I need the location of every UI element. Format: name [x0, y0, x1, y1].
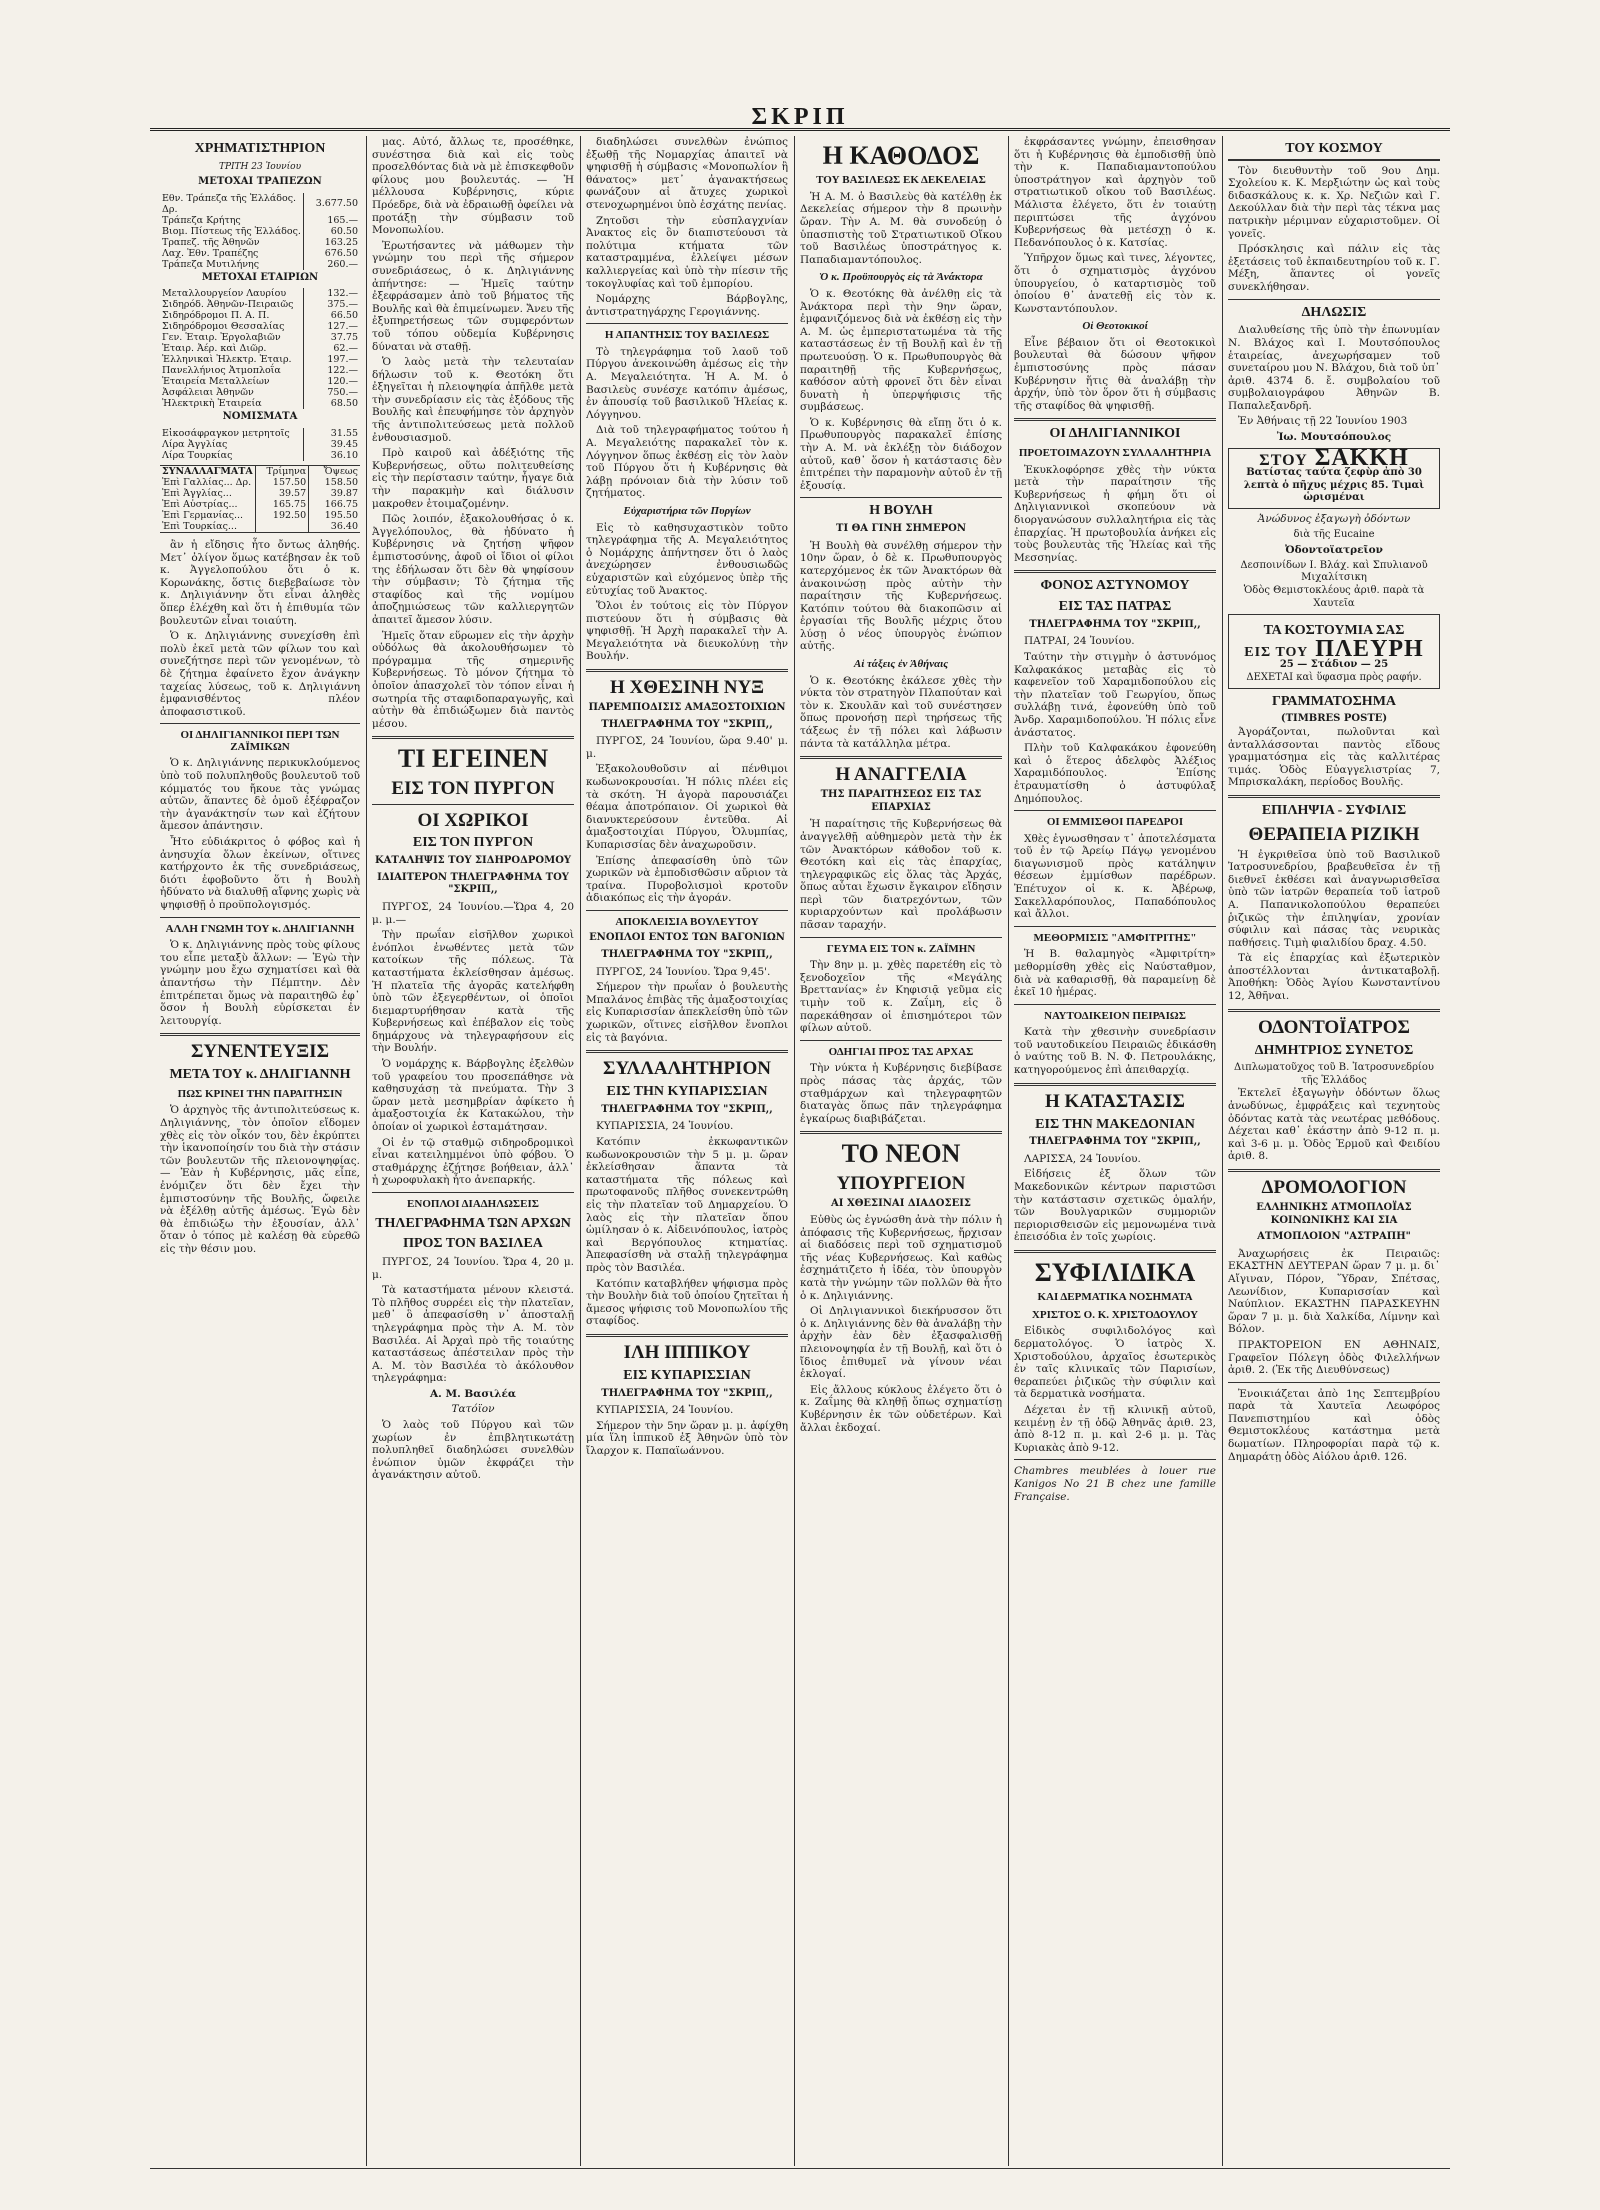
rate-value: 60.50 [304, 226, 361, 237]
rate-value: 122.— [304, 365, 361, 376]
rate-value: 197.— [304, 354, 361, 365]
article-paragraph: Ἡ Βουλὴ θὰ συνέλθῃ σήμερον τὴν 10ην ὥραν, ὁ δὲ κ. Πρωθυπουργὸς κατερχόμενος ἐκ τῶν Ἀνακτόρων θὰ ἀνακοινώσῃ πρὸς αὐτὴν τὴν παραίτησιν τῆς Κυβερνήσεως. Κατόπιν τούτου θὰ διακοπῶσιν αἱ ἐργασίαι τῆς Βουλῆς μέχρις ὅτου λύσῃ ὁ νέος ὑπουργὸς ἐνώπιον αὐτῆς. [800, 539, 1002, 653]
divider [586, 323, 788, 324]
table-row [160, 215, 360, 226]
article-paragraph: Ἐξακολουθοῦσιν αἱ πένθιμοι κωδωνοκρουσίαι. Ἡ πόλις πλέει εἰς τὰ σκότη. Ἡ ἀγορὰ παρουσιάζει θέαμα ἀποτρόπαιον. Οἱ χωρικοὶ θὰ διανυκτερεύσουν ἐντεῦθα. Αἱ ἀμαξοστοιχίαι Πύργου, Ὀλυμπίας, Κυπαρισσίας δὲν ἀναχωροῦσιν. [586, 763, 788, 851]
divider [1014, 1250, 1216, 1253]
article-paragraph: Ὅλοι ἐν τούτοις εἰς τὸν Πύργον πιστεύουν ὅτι ἡ σύμβασις θὰ ψηφισθῇ. Ἡ Ἀρχὴ παρακαλεῖ τὴν Α. Μεγαλειότητα νὰ διευκολύνῃ τὴν Βουλήν. [586, 600, 788, 663]
column-separator [1222, 136, 1223, 2166]
rate-value: 37.75 [304, 332, 361, 343]
rate-label: Μεταλλουργείον Λαυρίου [162, 288, 287, 300]
ad-headline: ΘΕΡΑΠΕΙΑ ΡΙΖΙΚΗ [1248, 823, 1420, 845]
rate-value: 750.— [304, 387, 361, 398]
article-paragraph: Εἰς τὸ καθησυχαστικὸν τοῦτο τηλεγράφημα τῆς Α. Μεγαλειότητος ὁ Νομάρχης ἀπήντησεν ὅτι ὁ λαὸς ἀνεχώρησεν ἐνθουσιωδῶς εὐχαριστῶν καὶ εὐχόμενος ὑπὲρ τῆς εὐτυχίας τοῦ Ἀνακτος. [586, 521, 788, 597]
article-paragraph: Ὁ ἀρχηγὸς τῆς ἀντιπολιτεύσεως κ. Δηλιγιάννης, τὸν ὁποῖον εἴδομεν χθὲς εἰς τὸν οἶκόν του, δὲν ἐκρύπτει τὴν ἱκανοποίησίν του διὰ τὴν στάσιν τῶν βουλευτῶν τῆς πλειονοψηφίας. — Ἐὰν ἡ Κυβέρνησις, μᾶς εἶπε, ἐνόμιζεν ὅτι δὲν ἔχει τὴν ἐμπιστοσύνην τῆς Βουλῆς, ὤφειλε νὰ ἐξέλθῃ αὐτῆς ἀμέσως. Ἐγὼ δὲν θὰ ἐπιδιώξω τὴν ἐξουσίαν, ἀλλ᾽ ὅταν ὁ τόπος μὲ καλέσῃ θὰ εὑρεθῶ εἰς τὴν θέσιν μου. [160, 1104, 360, 1255]
article-paragraph: Ταύτην τὴν στιγμὴν ὁ ἀστυνόμος Καλφακάκος μεταβὰς εἰς τὸ καφενεῖον τοῦ Χαραμιδοπούλου εἰς τὴν πλατεῖαν τοῦ Γεωργίου, ὅπως συλλάβῃ τινά, ἐφονεύθη ὑπὸ τοῦ Ἀνδρ. Χαραμιδοπούλου. Ἡ πόλις εἶνε ἀνάστατος. [1014, 650, 1216, 739]
rate-value: 3.677.50 [304, 193, 361, 215]
ad-sakki [1228, 444, 1440, 509]
subheading: ΤΗΛΕΓΡΑΦΗΜΑ ΤΟΥ "ΣΚΡΙΠ,, [601, 949, 773, 961]
divider [372, 804, 574, 805]
divider [160, 917, 360, 918]
divider [1014, 1459, 1216, 1460]
notice-paragraph: Ἐν Ἀθήναις τῇ 22 Ἰουνίου 1903 [1238, 415, 1408, 428]
rate-value: 39.57 [255, 488, 308, 499]
rate-label: Σιδηρόδρομοι Θεσσαλίας [162, 321, 285, 333]
divider [1228, 795, 1440, 798]
rate-value: 165.— [304, 215, 361, 226]
rate-label: Εθν. Τράπεζα τῆς Ἑλλάδος. Δρ. [162, 192, 297, 215]
headline: ΕΙΣ ΤΑΣ ΠΑΤΡΑΣ [1058, 599, 1172, 615]
rate-label: Ἑταιρ. Ἀέρ. καὶ Διῶρ. [162, 343, 267, 355]
section-heading: ΔΗΛΩΣΙΣ [1301, 304, 1367, 320]
ad-text: ΕΛΛΗΝΙΚΗΣ ΑΤΜΟΠΛΟΪΑΣ ΚΟΙΝΩΝΙΚΗΣ ΚΑΙ ΣΙΑ [1256, 1201, 1412, 1226]
article-paragraph: Ὁ λαὸς τοῦ Πύργου καὶ τῶν χωρίων ἐν ἐπιβλητικωτάτῃ πολυπληθεῖ διαδηλώσει συνελθὼν ἐνώπιον ὑμῶν ἐκφράζει τὴν ἀγανάκτησιν αὐτοῦ. [372, 1419, 574, 1482]
table-row [160, 310, 360, 321]
subheading: ΤΗΛΕΓΡΑΦΗΜΑ ΤΟΥ "ΣΚΡΙΠ,, [1029, 618, 1201, 630]
article-paragraph: Εὐθὺς ὡς ἐγνώσθη ἀνὰ τὴν πόλιν ἡ ἀπόφασις τῆς Κυβερνήσεως, ἤρχισαν αἱ διαδόσεις περὶ τοῦ σχηματισμοῦ τῆς νέας Κυβερνήσεως. Καὶ καθὼς ἐσχημάτιζετο ἡ ἰδέα, τὸν ὑπουργὸν κατὰ τὴν γνώμην τῶν πολλῶν θὰ ἦτο ὁ κ. Δηλιγιάννης. [800, 1214, 1002, 1302]
ad-paragraph: Ἐκτελεῖ ἐξαγωγὴν ὀδόντων ὅλως ἀνωδύνως, ἐμφράξεις καὶ τεχνητοὺς ὀδόντας κατὰ τὰς νεωτέρας μεθόδους. Δέχεται καθ᾽ ἑκάστην ἀπὸ 9-12 π. μ. καὶ 3-6 μ. μ. Ὁδὸς Ἑρμοῦ καὶ Φειδίου ἀριθ. 8. [1228, 1087, 1440, 1163]
table-row [160, 365, 360, 376]
dateline: ΠΥΡΓΟΣ, 24 Ἰουνίου. Ὥρα 4, 20 μ. μ. [372, 1255, 574, 1281]
ad-paragraph: ΠΡΑΚΤΟΡΕΙΟΝ ΕΝ ΑΘΗΝΑΙΣ, Γραφεῖον Πόλεγη ὁδὸς Φιλελλήνων ἀριθ. 2. (Ἐκ τῆς Διευθύνσεως) [1228, 1338, 1440, 1377]
article-paragraph: Ἡ Α. Μ. ὁ Βασιλεὺς θὰ κατέλθῃ ἐκ Δεκελείας σήμερον τὴν 8 πρωινὴν ὥραν. Τὴν Α. Μ. θὰ συνοδεύῃ ὁ ὑπασπιστὴς τοῦ Στρατιωτικοῦ Οἴκου τοῦ Βασιλέως ὑποστράτηγος κ. Παπαδιαμαντόπουλος. [800, 190, 1002, 266]
column-2 [372, 136, 574, 2166]
rate-value: 132.— [304, 288, 361, 299]
headline: ΥΠΟΥΡΓΕΙΟΝ [836, 1172, 966, 1194]
article-paragraph: Πρὸ καιροῦ καὶ ἀδέξιότης τῆς Κυβερνήσεως, οὕτω πολιτευθείσης εἰς τὴν περίστασιν ταύτην, ἦγαγε διὰ τὴν παρακμὴν καὶ διάλυσιν μακροθεν ἑτοιμαζομένην. [372, 447, 574, 510]
rate-value: 36.40 [309, 521, 360, 533]
dateline: ΠΥΡΓΟΣ, 24 Ἰουνίου.—Ὥρα 4, 20 μ. μ.— [372, 900, 574, 926]
rate-label: Ἀσφάλειαι Ἀθηνῶν [162, 387, 254, 399]
exchange-col-b: Ὄψεως [309, 466, 360, 478]
article-paragraph: Ἦτο εὐδιάκριτος ὁ φόβος καὶ ἡ ἀνησυχία ὅλων ἐκείνων, οἵτινες κατήρχοντο ἐκ τῆς συνεδριάσεως, διότι ἐφοβοῦντο ὅτι ἡ Βουλὴ ἠδύνατο νὰ διαλυθῇ αἴφνης χωρὶς νὰ ψηφισθῇ ὁ προϋπολογισμός. [160, 836, 360, 911]
rate-label: Ἐπὶ Γαλλίας... Δρ. [162, 477, 252, 489]
rate-label: Ἐπὶ Αὐστρίας... [162, 499, 238, 511]
rate-value: 195.50 [309, 510, 360, 521]
ad-text: Ὁδὸς Θεμιστοκλέους ἀριθ. παρὰ τὰ Χαυτεῖα [1243, 585, 1425, 609]
ad-text: ΔΕΧΕΤΑΙ καὶ ὕφασμα πρὸς ραφήν. [1246, 672, 1422, 684]
article-paragraph: Ἐρωτήσαντες νὰ μάθωμεν τὴν γνώμην του περὶ τῆς σήμερον συνεδριάσεως, ὁ κ. Δηλιγιάννης ἀπήντησε: — Ἡμεῖς ταύτην ἐξεφράσαμεν ἀπὸ τοῦ βήματος τῆς Βουλῆς καὶ θὰ ἐπιμείνωμεν. Ἄνευ τῆς ἐξυπηρετήσεως τῶν συμφερόντων τοῦ τόπου οὐδεμία Κυβέρνησις δύναται νὰ σταθῇ. [372, 239, 574, 353]
column-3 [586, 136, 788, 2166]
column-separator [794, 136, 795, 2166]
bottom-rule [150, 2168, 1450, 2169]
rate-value: 31.55 [304, 428, 361, 439]
article-paragraph: Χθὲς ἐγνωσθησαν τ᾽ ἀποτελέσματα τοῦ ἐν τῷ Ἀρείῳ Πάγῳ γενομένου διαγωνισμοῦ πρὸς κατάληψιν θέσεων ἐμμίσθων παρέδρων. Ἐπέτυχον οἱ κ. κ. Ἀβέρωφ, Σακελλαρόπουλος, Παπαδόπουλος καὶ ἄλλοι. [1014, 832, 1216, 921]
ad-headline: ΔΡΟΜΟΛΟΓΙΟΝ [1261, 1177, 1407, 1199]
divider [800, 756, 1002, 759]
article-paragraph: Ὁ κ. Δηλιγιάννης συνεχίσθη ἐπὶ πολὺ ἐκεῖ μετὰ τῶν φίλων του καὶ συνεζήτησε περὶ τῶν γενομένων, τὸ δὲ ζήτημα ἐφαίνετο ἔχον ἀνάγκην ταχείας λύσεως, τοῦ κ. Δηλιγιάννη ἐμφανισθέντος πλέον ἀποφασιστικοῦ. [160, 630, 360, 718]
subheading: ΑΙ ΧΘΕΣΙΝΑΙ ΔΙΑΔΟΣΕΙΣ [831, 1197, 971, 1209]
subheading: ΤΗΛΕΓΡΑΦΗΜΑ ΤΟΥ "ΣΚΡΙΠ,, [601, 1387, 773, 1399]
divider [1228, 1382, 1440, 1383]
column-separator [1008, 136, 1009, 2166]
table-row [160, 226, 360, 237]
article-paragraph: Σήμερον τὴν πρωΐαν ὁ βουλευτὴς Μπαλάνος ἐπιβὰς τῆς ἀμαξοστοιχίας εἰς Κυπαρισσίαν ἀπεκλείσθη ὑπὸ τῶν χωρικῶν, οἵτινες εἰσῆλθον ἔνοπλοι εἰς τὰ βαγόνια. [586, 981, 788, 1044]
article-paragraph: ἂν ἡ εἴδησις ἦτο ὄντως ἀληθής. Μετ᾽ ὀλίγον ὅμως κατέβησαν ἐκ τοῦ κ. Ἀγγελοπούλου ὅτι ὁ κ. Κορωνάκης, ὅστις διεβεβαίωσε τὸν κ. Δηλιγιάννην ὅτι εἶναι ἀληθὲς ὅπερ ἐλέχθη καὶ ὅτι ἡ ἐπιθυμία τῶν βουλευτῶν εἶναι τοιαύτη. [160, 539, 360, 627]
article-paragraph: Τὴν νύκτα ἡ Κυβέρνησις διεβίβασε πρὸς πάσας τὰς ἀρχάς, τῶν σταθμάρχων καὶ τηλεγραφητῶν διαταγὰς ὅπως πᾶν τηλεγράφημα ἐγκαίρως διαβιβάζεται. [800, 1062, 1002, 1125]
divider [1228, 1009, 1440, 1012]
divider [800, 1131, 1002, 1134]
markets-title: ΧΡΗΜΑΤΙΣΤΗΡΙΟΝ [194, 141, 326, 156]
ad-headline: ΔΗΜΗΤΡΙΟΣ ΣΥΝΕΤΟΣ [1254, 1042, 1414, 1058]
headline: ΟΙ ΧΩΡΙΚΟΙ [417, 809, 529, 831]
section-subheading: ΜΕΤΑ ΤΟΥ κ. ΔΗΛΙΓΙΑΝΝΗ [169, 1067, 351, 1083]
divider [586, 1050, 788, 1053]
ad-text: Ὀδοντοϊατρεῖον [1285, 544, 1383, 557]
ad-text: ΣΤΟΥ [1259, 451, 1308, 469]
table-row [160, 299, 360, 310]
section-subheading: Οἱ Θεοτοκικοί [1082, 320, 1148, 333]
ad-text: ΤΑ ΚΟΣΤΟΥΜΙΑ ΣΑΣ [1263, 623, 1405, 639]
section-subheading: Εὐχαριστήρια τῶν Πυργίων [623, 504, 751, 517]
article-paragraph: Ὁ κ. Θεοτόκης ἐκάλεσε χθὲς τὴν νύκτα τὸν στρατηγὸν Πλαπούταν καὶ τὸν κ. Σκουλᾶν καὶ τοῦ συνέστησεν ὅπως προνοήσῃ περὶ τηρήσεως τῆς τάξεως ἐν τῇ πόλει καὶ λάβωσιν πάντα τὰ κατάλληλα μέτρα. [800, 674, 1002, 750]
section-heading: ΤΟΥ ΚΟΣΜΟΥ [1228, 142, 1440, 161]
rate-value: 166.75 [309, 499, 360, 510]
rate-label: Λίρα Τουρκίας [162, 450, 233, 462]
table-header [160, 466, 360, 478]
article-paragraph: Κατόπιν ἐκκωφαντικῶν κωδωνοκρουσιῶν τὴν 5 μ. μ. ὥραν ἐκλείσθησαν ἅπαντα τὰ καταστήματα τῆς πόλεως καὶ πρωτοφανοῦς πλῆθος συνεκεντρώθη εἰς τὴν πλατεῖαν τοῦ Δημαρχείου. Ὁ λαὸς εἰς τὴν πλατεῖαν ὅπου ὡμίλησαν ὁ κ. Αἰδεινόπουλος, ἰατρὸς καὶ Βεργόπουλος κτηματίας. Ἀπεφασίσθη νὰ σταλῇ τηλεγράφημα πρὸς τὸν Βασιλέα. [586, 1136, 788, 1274]
dateline: ΚΥΠΑΡΙΣΣΙΑ, 24 Ἰουνίου. [596, 1404, 734, 1417]
rate-value: 68.50 [304, 398, 361, 409]
ad-text: Ἀνώδυνος ἐξαγωγὴ ὀδόντων [1257, 513, 1411, 526]
table-row [160, 521, 360, 533]
divider [372, 1192, 574, 1193]
table-row [160, 450, 360, 461]
divider [1014, 570, 1216, 573]
ad-headline: ΧΡΙΣΤΟΣ Ο. Κ. ΧΡΙΣΤΟΔΟΥΛΟΥ [1031, 1308, 1199, 1321]
coins-table [160, 428, 360, 461]
section-heading: ΟΙ ΔΗΛΙΓΙΑΝΝΙΚΟΙ ΠΕΡΙ ΤΩΝ ΖΑΪΜΙΚΩΝ [180, 729, 340, 753]
section-heading: ΤΗΛΕΓΡΑΦΗΜΑ ΤΩΝ ΑΡΧΩΝ [375, 1215, 571, 1231]
article-paragraph: Ζητοῦσι τὴν εὐσπλαγχνίαν Ἀνακτος εἰς ὃν διαπιστεύουσι τὰ πολύτιμα κτήματα τῶν καταστραμμένα, ἐλλείψει μέσων καλλιεργείας καὶ ὑπὸ τὴν πίεσιν τῆς τοκογλυφίας καὶ τοῦ ἐμπορίου. [586, 214, 788, 290]
article-paragraph: Σήμερον τὴν 5ην ὥραν μ. μ. ἀφίχθη μία ἵλη ἱππικοῦ ἐξ Ἀθηνῶν ὑπὸ τὸν ἴλαρχον κ. Παπαϊωάννου. [586, 1419, 788, 1457]
subheading: ΤΗΛΕΓΡΑΦΗΜΑ ΤΟΥ "ΣΚΡΙΠ,, [601, 718, 773, 730]
article-paragraph: Ἐκυκλοφόρησε χθὲς τὴν νύκτα μετὰ τὴν παραίτησιν τῆς Κυβερνήσεως ἡ φήμη ὅτι οἱ Δηλιγιαννικοὶ σκοπεύουν νὰ διοργανώσουν συλλαλητήρια εἰς τὰς ἐπαρχίας. Ἡ πρωτοβουλία ἀνήκει εἰς τοὺς βουλευτὰς τῆς Ἠλείας καὶ τῆς Μεσσηνίας. [1014, 463, 1216, 564]
company-shares-table [160, 288, 360, 409]
ad-text: Βατίστας ταύτα ζεφὺρ ἀπὸ 30 λεπτὰ ὁ πῆχυς μέχρις 85. Τιμαὶ ὡρισμέναι [1243, 467, 1425, 504]
headline: ΕΙΣ ΚΥΠΑΡΙΣΣΙΑΝ [623, 1367, 751, 1383]
divider [1014, 1004, 1216, 1005]
ad-text: Διπλωματοῦχος τοῦ Β. Ἰατροσυνεδρίου τῆς Ἑλλάδος [1234, 1062, 1434, 1086]
article-paragraph: Εἰδήσεις ἐξ ὅλων τῶν Μακεδονικῶν κέντρων παριστῶσι τὴν κατάστασιν σχετικῶς ὁμαλήν, τῶν Βουλγαρικῶν συμμοριῶν περιορισθεισῶν εἰς μεμονωμένα τινὰ ἐπεισόδια ἐν τοῖς χωρίοις. [1014, 1168, 1216, 1244]
article-paragraph: διαδηλώσει συνελθὼν ἐνώπιος ἐξωθῇ τῆς Νομαρχίας ἀπαιτεῖ νὰ ψηφισθῇ ἡ σύμβασις «Μονοπωλίον ἢ θάνατος» μετ᾽ ἀγανακτήσεως φωνάζουν αἱ ἄτυχες χωρικοὶ στενοχωρημένοι ὑπὸ ἐσχάτης πενίας. [586, 136, 788, 211]
article-paragraph: Ὁ κ. Δηλιγιάννης πρὸς τοὺς φίλους του εἶπε μεταξὺ ἄλλων: — Ἐγὼ τὴν γνώμην μου ἔχω σχηματίσει καὶ θὰ ἀπαντήσω τὴν Πέμπτην. Δὲν ἐπιτρέπεται ὅμως νὰ παραιτηθῶ ἐφ᾽ ὅσον ἡ Βουλὴ εὑρίσκεται ἐν λειτουργίᾳ. [160, 939, 360, 1027]
table-row [160, 398, 360, 409]
section-heading: Η ΒΟΥΛΗ [869, 503, 933, 519]
ad-paragraph: Εἰδικὸς συφιλιδολόγος καὶ δερματολόγος. Ὁ ἰατρὸς Χ. Χριστοδούλου, ἀρχαῖος ἐσωτερικὸς ἐν ταῖς κλινικαῖς τῶν Παρισίων, θεραπεύει ῥιζικῶς τὴν σύφιλιν καὶ τὰ δερματικὰ νοσήματα. [1014, 1325, 1216, 1401]
headline: Η ΧΘΕΣΙΝΗ ΝΥΞ [609, 677, 765, 699]
table-row [160, 477, 360, 488]
headline: ΤΟ ΝΕΟΝ [841, 1139, 961, 1169]
article-paragraph: Ἡ παραίτησις τῆς Κυβερνήσεως θὰ ἀναγγελθῇ αὐθημερὸν μετὰ τὴν ἐκ τῶν Ἀνακτόρων κάθοδον τοῦ κ. Θεοτόκη καὶ εἰς τὰς ἐπαρχίας, τηλεγραφικῶς εἰς ὅλας τὰς Ἀρχάς, ὅπως αὗται ἔχωσιν ἔγκαιρον εἴδησιν περὶ τῶν διατρεχόντων, τῶν κυριαρχούντων καὶ προλάβωσιν πᾶσαν ταραχήν. [800, 818, 1002, 932]
column-1 [160, 136, 360, 2166]
section-heading: ΑΠΟΚΛΕΙΣΙΑ ΒΟΥΛΕΥΤΟΥ [615, 915, 759, 928]
article-paragraph: Ὁ κ. Κυβέρνησις θὰ εἴπῃ ὅτι ὁ κ. Πρωθυπουργὸς παρακαλεῖ ἐπίσης τὴν Α. Μ. νὰ ἐκλέξῃ τὸν διάδοχον αὐτοῦ, καθ᾽ ὅσον ἡ κατάστασις δὲν ἐπιτρέπει τὴν παραμονὴν αὐτοῦ ἐν τῇ ἐξουσίᾳ. [800, 416, 1002, 492]
rate-label: Τράπεζα Μυτιλήνης [162, 258, 260, 270]
headline: ΕΙΣ ΤΗΝ ΜΑΚΕΔΟΝΙΑΝ [1035, 1116, 1195, 1132]
article-paragraph: Τὰ καταστήματα μένουν κλειστά. Τὸ πλῆθος συρρέει εἰς τὴν πλατεῖαν, μεθ᾽ ὃ ἀπεφασίσθη ν᾽ ἀποσταλῇ τηλεγράφημα πρὸς τὴν Α. Μ. τὸν Βασιλέα. Αἱ Ἀρχαὶ πρὸ τῆς τοιαύτης καταστάσεως ἀπέστειλαν πρὸς τὴν Α. Μ. τὸν Βασιλέα τὸ ἀκόλουθον τηλεγράφημα: [372, 1284, 574, 1385]
section-subheading: ΠΩΣ ΚΡΙΝΕΙ ΤΗΝ ΠΑΡΑΙΤΗΣΙΝ [177, 1087, 343, 1100]
ad-headline: ΕΠΙΛΗΨΙΑ - ΣΥΦΙΛΙΣ [1261, 802, 1407, 818]
article-paragraph: Ὁ λαὸς μετὰ τὴν τελευταίαν δήλωσιν τοῦ κ. Θεοτόκη ὅτι ἐξηγεῖται ἡ πλειοψηφία ἀπῆλθε μετὰ τὴν συνεδρίασιν εἰς τὰς ἐξόδους τῆς Βουλῆς καὶ ἐπευφήμησε τὸν ἀρχηγὸν τῆς ἀντιπολιτεύσεως μετὰ πολλοῦ ἐνθουσιασμοῦ. [372, 356, 574, 444]
ad-text: ΠΛΕΥΡΗ [1315, 635, 1424, 662]
rate-value: 157.50 [255, 477, 308, 488]
column-4 [800, 136, 1002, 2166]
table-row [160, 376, 360, 387]
rate-label: Βιομ. Πίστεως τῆς Ἑλλάδος. [162, 225, 301, 237]
ad-headline: ΓΡΑΜΜΑΤΟΣΗΜΑ [1271, 693, 1397, 709]
telegram-recipient: Α. Μ. Βασιλέα [430, 1387, 516, 1400]
table-row [160, 510, 360, 521]
table-row [160, 387, 360, 398]
ad-text: (TIMBRES POSTE) [1280, 713, 1388, 725]
rate-label: Ἑταιρεία Μεταλλείων [162, 376, 270, 388]
ad-headline: ΟΔΟΝΤΟΪΑΤΡΟΣ [1258, 1016, 1410, 1038]
divider [586, 910, 788, 911]
ad-headline: ΚΑΙ ΔΕΡΜΑΤΙΚΑ ΝΟΣΗΜΑΤΑ [1037, 1291, 1193, 1304]
headline: ΟΙ ΔΗΛΙΓΙΑΝΝΙΚΟΙ [1049, 426, 1181, 442]
article-paragraph: Ὁ νομάρχης κ. Βάρβογλης ἐξελθὼν τοῦ γραφείου του προσεπάθησε νὰ καθησυχάσῃ τὰ πνεύματα. Τὴν 3 ὥραν μετὰ μεσημβρίαν ἀφίκετο ἡ ἀμαξοστοιχία ἐκ Κατακώλου, τὴν ὁποίαν οἱ χωρικοὶ ἐσταμάτησαν. [372, 1058, 574, 1134]
headline: Η ΚΑΤΑΣΤΑΣΙΣ [1045, 1090, 1185, 1112]
table-row [160, 354, 360, 365]
section-heading: ΣΥΝΕΝΤΕΥΞΙΣ [190, 1041, 329, 1063]
article-paragraph: Νομάρχης Βάρβογλης, ἀντιστρατηγάρχης Γερογιάννης. [586, 293, 788, 318]
table-row [160, 193, 360, 215]
subheading: ΤΗΣ ΠΑΡΑΙΤΗΣΕΩΣ ΕΙΣ ΤΑΣ ΕΠΑΡΧΙΑΣ [820, 789, 982, 813]
table-row [160, 259, 360, 270]
ad-headline: ΣΥΦΙΛΙΔΙΚΑ [1034, 1258, 1196, 1288]
headline: ΣΥΛΛΑΛΗΤΗΡΙΟΝ [603, 1058, 771, 1080]
dateline: ΠΥΡΓΟΣ, 24 Ἰουνίου, ὥρα 9.40' μ. μ. [586, 735, 788, 760]
ad-text: διὰ τῆς Eucaine [1293, 528, 1375, 540]
rate-label: Ἠλεκτρικὴ Ἑταιρεία [162, 398, 262, 410]
dateline: ΛΑΡΙΣΣΑ, 24 Ἰουνίου. [1024, 1152, 1141, 1165]
article-paragraph: Ὁ κ. Δηλιγιάννης περικυκλούμενος ὑπὸ τοῦ πολυπληθοῦς βουλευτοῦ τοῦ κόμματός του ἤκουε τὰς γνώμας αὐτῶν, ἅπαντες δὲ ὁμοῦ ἐξέφραζον τὴν ἀγανάκτησίν των καὶ ἐζήτουν ἄμεσον ἀπάντησιν. [160, 757, 360, 833]
subheading: ΤΗΛΕΓΡΑΦΗΜΑ ΤΟΥ "ΣΚΡΙΠ,, [1029, 1136, 1201, 1148]
divider [1014, 810, 1216, 811]
rate-value: 39.45 [304, 439, 361, 450]
section-heading: ΜΕΘΟΡΜΙΣΙΣ "ΑΜΦΙΤΡΙΤΗΣ" [1033, 931, 1197, 944]
article-paragraph: Κατόπιν καταβλήθεν ψήφισμα πρὸς τὴν Βουλὴν διὰ τοῦ ὁποίου ζητεῖται ἡ ἄμεσος ψήφισις τοῦ Μονοπωλίου τῆς σταφίδος. [586, 1277, 788, 1328]
article-paragraph: Ἡ Β. θαλαμηγὸς «Ἀμφιτρίτη» μεθορμίσθη χθὲς εἰς Ναύσταθμον, διὰ νὰ καθαρισθῇ, θὰ παραμείνῃ δὲ ἐκεῖ 10 ἡμέρας. [1014, 948, 1216, 999]
table-row [160, 343, 360, 354]
bank-shares-title: ΜΕΤΟΧΑΙ ΤΡΑΠΕΖΩΝ [198, 176, 322, 188]
telegram-place: Τατόϊον [451, 1403, 495, 1416]
subheading: ΚΑΤΑΛΗΨΙΣ ΤΟΥ ΣΙΔΗΡΟΔΡΟΜΟΥ [374, 855, 572, 867]
table-row [160, 488, 360, 499]
divider [1014, 926, 1216, 927]
dateline: ΚΥΠΑΡΙΣΣΙΑ, 24 Ἰουνίου. [596, 1120, 734, 1133]
masthead-title: ΣΚΡΙΠ [751, 104, 849, 130]
ad-paragraph: Ἀγοράζονται, πωλοῦνται καὶ ἀνταλλάσσονται παντὸς εἴδους γραμματόσημα εἰς τὰς καλλιτέρας τιμάς. Ὁδὸς Εὐαγγελιστρίας 7, Μπρισκαλάκη, περίοδος Βουλῆς. [1228, 725, 1440, 789]
table-row [160, 237, 360, 248]
divider [800, 937, 1002, 938]
section-heading: ΠΡΟΣ ΤΟΝ ΒΑΣΙΛΕΑ [403, 1236, 543, 1252]
headline: ΙΛΗ ΙΠΠΙΚΟΥ [623, 1341, 751, 1363]
ad-paragraph: Ἡ ἐγκριθεῖσα ὑπὸ τοῦ Βασιλικοῦ Ἰατροσυνεδρίου, βραβευθεῖσα ἐν τῇ διεθνεῖ ἐκθέσει καὶ ἀναγνωρισθεῖσα ὑπὸ τῶν ἰατρῶν θεραπεία τοῦ ἰατροῦ Α. Παπανικολοπούλου θεραπεύει ῥιζικῶς τὴν ἐπιληψίαν, χρονίαν σύφιλιν καὶ πάσας τὰς νευρικὰς παθήσεις. Τιμὴ φιαλιδίου δραχ. 4.50. [1228, 848, 1440, 949]
rate-value: 158.50 [309, 477, 360, 488]
section-heading: ΑΛΛΗ ΓΝΩΜΗ ΤΟΥ κ. ΔΗΛΙΓΙΑΝΝΗ [165, 922, 355, 935]
column-5 [1014, 136, 1216, 2166]
headline: Η ΚΑΘΟΔΟΣ [822, 141, 980, 170]
table-row [160, 288, 360, 299]
ad-text: ΣΑΚΚΗ [1314, 444, 1409, 471]
headline: ΤΟΥ ΒΑΣΙΛΕΩΣ ΕΚ ΔΕΚΕΛΕΙΑΣ [816, 174, 986, 187]
rate-label: Σιδηρόδ. Ἀθηνῶν-Πειραιῶς [162, 299, 294, 311]
notice-paragraph: Διαλυθείσης τῆς ὑπὸ τὴν ἐπωνυμίαν Ν. Βλάχος καὶ Ι. Μουτσόπουλος ἑταιρείας, ἀνεχωρήσαμεν τοῦ συνεταίρου μου Ν. Βλάχου, διὰ τοῦ ὑπ᾽ ἀριθ. 4374 δ. ἔ. συμβολαίου τοῦ συμβολαιογράφου Ἀθηνῶν Β. Παπαλεξανδρῆ. [1228, 324, 1440, 412]
column-separator [366, 136, 367, 2166]
divider [160, 1033, 360, 1036]
article-paragraph: Ὁ κ. Θεοτόκης θὰ ἀνέλθῃ εἰς τὰ Ἀνάκτορα περὶ τὴν 9ην ὥραν, ἐμφανιζόμενος διὰ νὰ ἐκθέσῃ εἰς τὴν Α. Μ. ὡς ἐμπεριστατωμένα τὰ τῆς καταστάσεως ἐν τῇ Βουλῇ καὶ ἐν τῇ πρωτευούσῃ. Ὁ κ. Πρωθυπουργὸς θὰ παραιτηθῇ τῆς Κυβερνήσεως, καθόσον αὐτὴ φρονεῖ ὅτι δὲν εἶναι δυνατὴ ἡ ὑπερψήφισις τῆς συμβάσεως. [800, 287, 1002, 414]
headline: ΕΙΣ ΤΟΝ ΠΥΡΓΟΝ [391, 777, 555, 799]
article-paragraph: Ἐπίσης ἀπεφασίσθη ὑπὸ τῶν χωρικῶν νὰ ἐμποδισθῶσιν αὔριον τὰ τραίνα. Πυροβολισμοὶ κροτοῦν ἀδιακόπως εἰς τὴν ἀγοράν. [586, 854, 788, 905]
ad-paragraph: Τὰ εἰς ἐπαρχίας καὶ ἐξωτερικὸν ἀποστέλλονται ἀντικαταβολῇ. Ἀποθήκη: Ὁδὸς Ἁγίου Κωνσταντίνου 12, Ἀθῆναι. [1228, 952, 1440, 1003]
rate-value [255, 521, 308, 533]
article-paragraph: ἐκφράσαντες γνώμην, ἐπεισθησαν ὅτι ἡ Κυβέρνησις θὰ ἐμποδισθῇ ὑπὸ τὴν κ. Παπαδιαμαντοπούλου ὑποστράτηγον καὶ ἀρχηγὸν τοῦ στρατιωτικοῦ οἴκου τοῦ Βασιλέως. Μάλιστα ἐλέγετο, ὅτι ἐν τοιαύτῃ περιπτώσει τῆς ἀγχόνου Κυβερνήσεως θὰ μετέσχῃ ὁ κ. Πεδανόπουλος ὁ κ. Κατσίας. [1014, 136, 1216, 249]
table-row [160, 439, 360, 450]
column-separator [580, 136, 581, 2166]
article-paragraph: Εἰς ἄλλους κύκλους ἐλέγετο ὅτι ὁ κ. Ζαΐμης θὰ κληθῇ ὅπως σχηματίσῃ Κυβέρνησιν ἐκ τῶν οὐδετέρων. Καὶ ἄλλαι ἐκδοχαί. [800, 1383, 1002, 1434]
rate-label: Ἐπὶ Τουρκίας... [162, 521, 237, 533]
divider [1014, 1083, 1216, 1086]
exchange-col-a: Τρίμηνα [255, 466, 308, 478]
rate-label: Τράπεζα Κρήτης [162, 214, 241, 226]
ad-paragraph: Ἐνοικιάζεται ἀπὸ 1ης Σεπτεμβρίου παρὰ τὰ Χαυτεῖα Λεωφόρος Πανεπιστημίου καὶ ὁδὸς Θεμιστοκλέους κατάστημα μετὰ δωματίων. Πληροφορίαι παρὰ τῷ κ. Δημαράτῃ ὁδὸς Αἰόλου ἀριθ. 126. [1228, 1387, 1440, 1463]
article-paragraph: Διὰ τοῦ τηλεγραφήματος τούτου ἡ Α. Μεγαλειότης παρακαλεῖ τὸν κ. Λόγγηνον ὅπως ἐκθέσῃ εἰς τὸν λαὸν τοῦ Πύργου ὅτι ἡ Κυβέρνησις θὰ λάβῃ πρόνοιαν διὰ τὴν λύσιν τοῦ ζητήματος. [586, 424, 788, 500]
rate-label: Τραπεζ. τῆς Ἀθηνῶν [162, 236, 260, 248]
dateline: ΠΑΤΡΑΙ, 24 Ἰουνίου. [1024, 635, 1135, 648]
coins-title: ΝΟΜΙΣΜΑΤΑ [222, 411, 298, 423]
subheading: ΠΑΡΕΜΠΟΔΙΣΙΣ ΑΜΑΞΟΣΤΟΙΧΙΩΝ [588, 702, 786, 713]
divider [800, 1040, 1002, 1041]
divider [586, 669, 788, 672]
rate-label: Λαχ. Ἐθν. Τραπέζης [162, 247, 259, 259]
rate-label: Σιδηρόδρομοι Π. Α. Π. [162, 310, 270, 322]
ad-paragraph: Chambres meublées à louer rue Kanigos No 21 B chez une famille Française. [1014, 1465, 1216, 1503]
section-heading: ΟΔΗΓΙΑΙ ΠΡΟΣ ΤΑΣ ΑΡΧΑΣ [828, 1045, 974, 1058]
article-paragraph: Τὴν 8ην μ. μ. χθὲς παρετέθη εἰς τὸ ξενοδοχεῖον τῆς «Μεγάλης Βρεττανίας» ἐν Κηφισιᾷ γεῦμα εἰς τιμὴν τοῦ κ. Ζαΐμη, εἰς ὃ παρεκάθησαν οἱ ἐπισημότεροι τῶν φίλων αὐτοῦ. [800, 959, 1002, 1035]
ad-text: ΑΤΜΟΠΛΟΙΟΝ "ΑΣΤΡΑΠΗ" [1257, 1231, 1411, 1243]
headline: Η ΑΝΑΓΓΕΛΙΑ [835, 764, 967, 786]
table-row [160, 332, 360, 343]
bank-shares-table [160, 193, 360, 270]
section-subheading: Αἱ τάξεις ἐν Ἀθήναις [853, 658, 949, 671]
rate-value: 163.25 [304, 237, 361, 248]
subheading: ΤΙ ΘΑ ΓΙΝΗ ΣΗΜΕΡΟΝ [836, 523, 966, 535]
divider [586, 1334, 788, 1337]
rate-value: 375.— [304, 299, 361, 310]
table-row [160, 248, 360, 259]
section-subheading: Ὁ κ. Προϋπουργὸς εἰς τὰ Ἀνάκτορα [819, 271, 983, 284]
section-heading: ΝΑΥΤΟΔΙΚΕΙΟΝ ΠΕΙΡΑΙΩΣ [1044, 1009, 1186, 1022]
markets-date: ΤΡΙΤΗ 23 Ἰουνίου [218, 161, 302, 172]
ad-paragraph: Δέχεται ἐν τῇ κλινικῇ αὐτοῦ, κειμένῃ ἐν τῇ ὁδῷ Ἀθηνᾶς ἀριθ. 23, ἀπὸ 8-12 π. μ. καὶ 2-6 μ. μ. Τὰς Κυριακὰς ἀπὸ 9-12. [1014, 1403, 1216, 1454]
article-paragraph: Τὴν πρωΐαν εἰσῆλθον χωρικοὶ ἐνόπλοι ἐνωθέντες μετὰ τῶν κατοίκων τῆς πόλεως. Τὰ καταστήματα ἐκλείσθησαν ἀμέσως. Ἡ πλατεῖα τῆς ἀγορᾶς κατελήφθη ὑπὸ τῶν ἐξεγερθέντων, οἱ ὁποῖοι διεμαρτυρήθησαν κατὰ τῆς Κυβερνήσεως καὶ ἐπέβαλον εἰς τοὺς δημάρχους νὰ τηλεγραφήσουν εἰς τὴν Βουλήν. [372, 929, 574, 1055]
rate-label: Γεν. Ἑταιρ. Ἐργολαβιῶν [162, 332, 281, 344]
article-paragraph: Πλὴν τοῦ Καλφακάκου ἐφονεύθη καὶ ὁ ἕτερος ἀδελφὸς Ἀλέξιος Χαραμιδόπουλος. Ἐπίσης ἐτραυματίσθη ὁ ἀστυφύλαξ Δημόπουλος. [1014, 742, 1216, 805]
rate-value: 62.— [304, 343, 361, 354]
exchange-table [160, 465, 360, 533]
headline: ΦΟΝΟΣ ΑΣΤΥΝΟΜΟΥ [1040, 578, 1190, 594]
ad-text: ΕΙΣ ΤΟΥ [1244, 644, 1309, 660]
notice-paragraph: Τὸν διευθυντὴν τοῦ 9ου Δημ. Σχολείου κ. Κ. Μερξιώτην ὡς καὶ τοὺς διδασκάλους κ. κ. Χρ. Νεζιῶν καὶ Γ. Δεκούλλαν διὰ τὴν περὶ τὰς τέκνα μας πατρικὴν μέριμναν εὐχαριστοῦμεν. Οἱ γονεῖς. [1228, 164, 1440, 240]
rate-label: Ἑλληνικαὶ Ἠλεκτρ. Ἑταιρ. [162, 354, 292, 366]
rate-value: 127.— [304, 321, 361, 332]
rate-label: Εἰκοσάφραγκον μετρητοῖς [162, 428, 290, 440]
rate-label: Πανελλήνιος Ἀτμοπλοΐα [162, 365, 281, 377]
article-paragraph: Τὸ τηλεγράφημα τοῦ λαοῦ τοῦ Πύργου ἀνεκοινώθη ἀμέσως εἰς τὴν Α. Μεγαλειότητα. Ἡ Α. Μ. ὁ Βασιλεὺς συνέσχε κατόπιν ἀμέσως, ἐν ἀπουσίᾳ τοῦ βασιλικοῦ Ἠλείας κ. Λόγγηνου. [586, 345, 788, 421]
exchange-title: ΣΥΝΑΛΛΑΓΜΑΤΑ [162, 466, 253, 478]
ad-text: 25 — Στάδιον — 25 [1279, 659, 1389, 671]
section-heading: ΕΝΟΠΛΟΙ ΔΙΑΔΗΛΩΣΕΙΣ [407, 1198, 539, 1211]
notice-paragraph: Πρόσκλησις καὶ πάλιν εἰς τὰς ἐξετάσεις τοῦ ἐκπαιδευτηρίου τοῦ κ. Γ. Μέξη, ἅπαντες οἱ γονεῖς συνεκλήθησαν. [1228, 243, 1440, 294]
subheading: ΕΝΟΠΛΟΙ ΕΝΤΟΣ ΤΩΝ ΒΑΓΟΝΙΩΝ [589, 932, 785, 944]
rate-value: 192.50 [255, 510, 308, 521]
table-row [160, 321, 360, 332]
headline: ΠΡΟΕΤΟΙΜΑΖΟΥΝ ΣΥΛΛΑΛΗΤΗΡΙΑ [1018, 447, 1212, 460]
headline: ΕΙΣ ΤΗΝ ΚΥΠΑΡΙΣΣΙΑΝ [606, 1084, 768, 1100]
ad-text: Δεσποινίδων Ι. Βλάχ. καὶ Σπυλιανοῦ Μιχαλίτσικη [1240, 559, 1428, 584]
subheading: ΙΔΙΑΙΤΕΡΟΝ ΤΗΛΕΓΡΑΦΗΜΑ ΤΟΥ "ΣΚΡΙΠ,, [377, 871, 569, 896]
divider [1228, 299, 1440, 300]
article-paragraph: μας. Αὐτό, ἄλλως τε, προσέθηκε, συνέστησα διὰ καὶ εἰς τοὺς προσελθόντας διὰ νὰ μὲ ἐπισκεφθοῦν φίλους μου βουλευτάς. — Ἡ μέλλουσα Κυβέρνησις, κύριε Πρόεδρε, διὰ νὰ ἐδραιωθῇ ὀφείλει νὰ προτάξῃ τὴν σύμβασιν τοῦ Μονοπωλίου. [372, 136, 574, 237]
divider [800, 497, 1002, 498]
section-heading: ΟΙ ΕΜΜΙΣΘΟΙ ΠΑΡΕΔΡΟΙ [1046, 816, 1184, 829]
rate-value: 260.— [304, 259, 361, 270]
divider [1014, 418, 1216, 421]
article-paragraph: Ἡμεῖς ὅταν εὕρωμεν εἰς τὴν ἀρχὴν οὐδόλως θὰ ἀκολουθήσωμεν τὸ πρόγραμμα τῆς σημερινῆς Κυβερνήσεως. Τὸ μόνον ζήτημα τὸ ὁποῖον ἀπασχολεῖ τὸν τόπον εἶναι ἡ σωτηρία τῆς σταφιδοπαραγωγῆς, καὶ αὐτὴν θὰ ἐπιδιώξωμεν διὰ παντὸς μέσου. [372, 629, 574, 730]
divider [1228, 1169, 1440, 1172]
ad-plevri [1228, 614, 1440, 688]
article-paragraph: Εἶνε βέβαιον ὅτι οἱ Θεοτοκικοὶ βουλευταὶ θὰ δώσουν ψῆφον ἐμπιστοσύνης πρὸς πάσαν Κυβέρνησιν ἥτις θὰ ἀναλάβῃ τὴν ἀρχήν, ὑπὸ τὸν ὅρον ὅτι ἡ σύμβασις τῆς σταφίδος θὰ ψηφισθῇ. [1014, 336, 1216, 412]
subheading: ΤΗΛΕΓΡΑΦΗΜΑ ΤΟΥ "ΣΚΡΙΠ,, [601, 1103, 773, 1115]
rate-label: Ἐπὶ Γερμανίας... [162, 510, 244, 522]
rate-value: 120.— [304, 376, 361, 387]
rate-value: 36.10 [304, 450, 361, 461]
divider [160, 723, 360, 724]
rate-value: 676.50 [304, 248, 361, 259]
rate-label: Ἐπὶ Ἀγγλίας... [162, 488, 232, 500]
ad-paragraph: Ἀναχωρήσεις ἐκ Πειραιῶς: ΕΚΑΣΤΗΝ ΔΕΥΤΕΡΑΝ ὥραν 7 μ. μ. δι᾽ Αἴγιναν, Πόρον, Ὕδραν, Σπέτσας, Λεωνίδιον, Κυπαρισσίαν καὶ Ναύπλιον. ΕΚΑΣΤΗΝ ΠΑΡΑΣΚΕΥΗΝ ὥραν 7 μ. μ. διὰ Χαλκίδα, Λίμνην καὶ Βόλον. [1228, 1247, 1440, 1336]
dateline: ΠΥΡΓΟΣ, 24 Ἰουνίου. Ὥρα 9,45'. [596, 965, 771, 978]
table-row [160, 499, 360, 510]
article-paragraph: Οἱ ἐν τῷ σταθμῷ σιδηροδρομικοὶ εἶναι κατειλημμένοι ὑπὸ φόβου. Ὁ σταθμάρχης ἐζήτησε βοήθειαν, ἀλλ᾽ ἡ χωροφυλακὴ ἦτο ἀνεπαρκής. [372, 1136, 574, 1187]
rate-label: Λίρα Ἀγγλίας [162, 439, 228, 451]
rate-value: 66.50 [304, 310, 361, 321]
rate-value: 39.87 [309, 488, 360, 499]
company-shares-title: ΜΕΤΟΧΑΙ ΕΤΑΙΡΙΩΝ [201, 271, 319, 283]
article-paragraph: Ὑπῆρχον ὅμως καὶ τινες, λέγοντες, ὅτι ὁ σχηματισμὸς ἀγχόνου ὑπουργείου, ὁ καταρτισμὸς τοῦ ὁποίου θ᾽ ἀνατεθῇ εἰς τὸν κ. Κωνσταντόπουλον. [1014, 252, 1216, 315]
column-6 [1228, 136, 1440, 2166]
headline: ΤΙ ΕΓΕΙΝΕΝ [397, 744, 549, 774]
notice-signature: Ἰω. Μουτσόπουλος [1276, 431, 1392, 444]
article-paragraph: Οἱ Δηλιγιαννικοὶ διεκήρυσσον ὅτι ὁ κ. Δηλιγιάννης δὲν θὰ ἀναλάβῃ τὴν ἀρχὴν ἐὰν δὲν ἐξασφαλισθῇ πλειονοψηφία ἐν τῇ Βουλῇ, καὶ ὅτι ὁ ἴδιος ἐπιθυμεῖ νὰ γίνουν νέαι ἐκλογαί. [800, 1305, 1002, 1381]
article-paragraph: Κατὰ τὴν χθεσινὴν συνεδρίασιν τοῦ ναυτοδικείου Πειραιῶς ἐδικάσθη ὁ ναύτης τοῦ Β. Ν. Φ. Πετρουλάκης, κατηγορούμενος ἐπὶ ἀπειθαρχίᾳ. [1014, 1026, 1216, 1077]
section-heading: ΓΕΥΜΑ ΕΙΣ ΤΟΝ κ. ΖΑΪΜΗΝ [826, 942, 976, 955]
divider [372, 736, 574, 739]
table-row [160, 428, 360, 439]
masthead [150, 104, 1450, 134]
article-paragraph: Πῶς λοιπόν, ἐξακολουθήσας ὁ κ. Ἀγγελόπουλος, θὰ ἠδύνατο ἡ Κυβέρνησις νὰ ζητήσῃ ψῆφον ἐμπιστοσύνης, ἀφοῦ οἱ ἴδιοι οἱ φίλοι της ἐδήλωσαν ὅτι δὲν θὰ ψηφίσουν τὴν σύμβασιν; Τὸ ζήτημα τῆς σταφίδος καὶ τῆς νομίμου ἀποζημιώσεως τῶν καλλιεργητῶν ἀπαιτεῖ ἄμεσον λύσιν. [372, 513, 574, 626]
section-heading: Η ΑΠΑΝΤΗΣΙΣ ΤΟΥ ΒΑΣΙΛΕΩΣ [604, 329, 770, 342]
rate-value: 165.75 [255, 499, 308, 510]
headline: ΕΙΣ ΤΟΝ ΠΥΡΓΟΝ [412, 835, 534, 851]
masthead-rule [150, 128, 1450, 131]
